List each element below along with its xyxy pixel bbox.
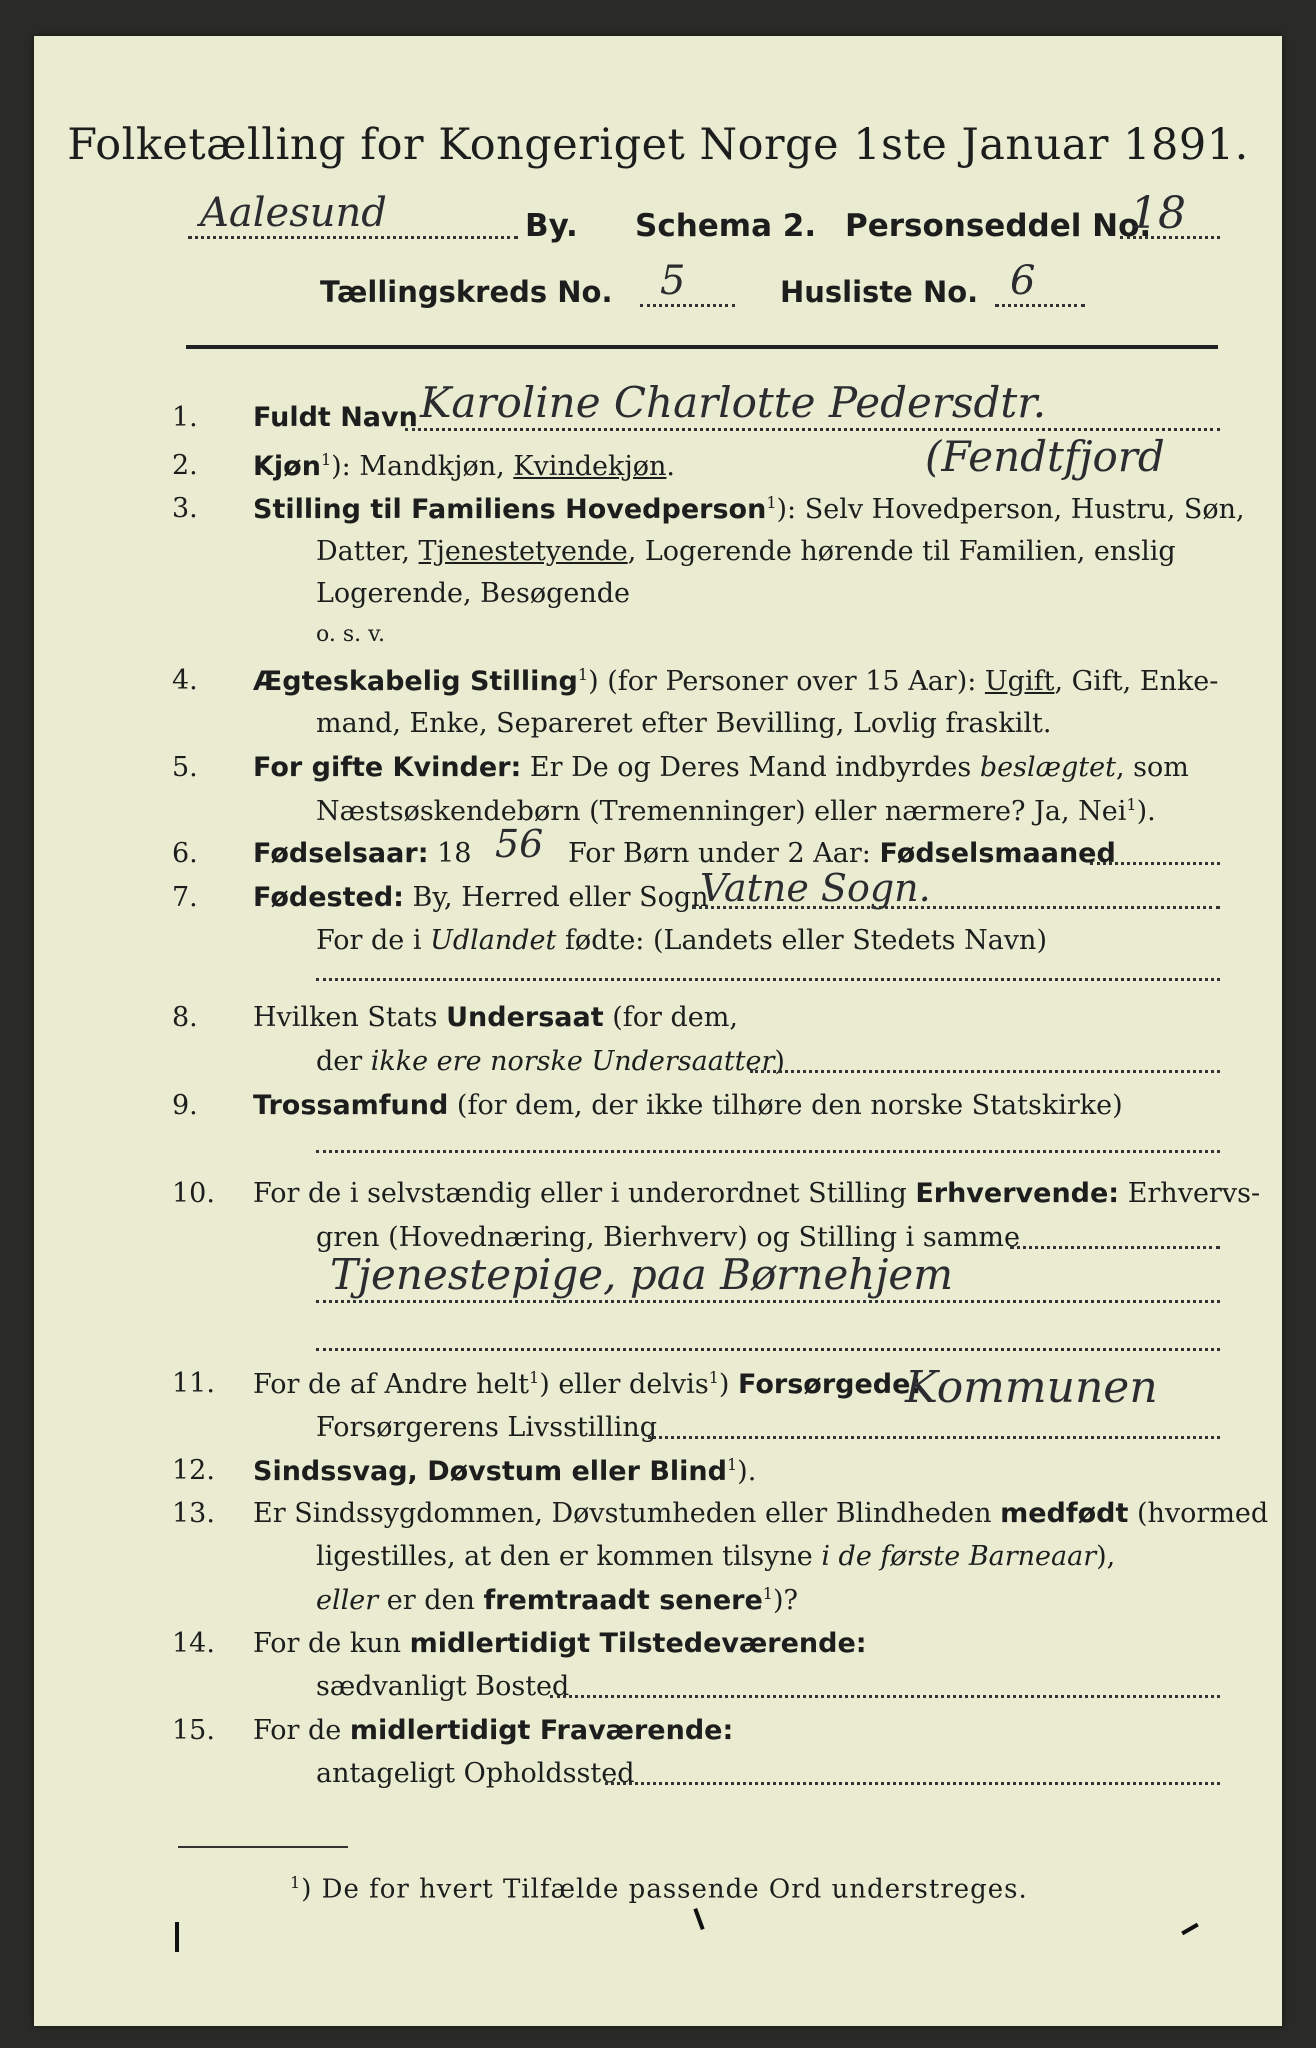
kreds-dotted-line bbox=[640, 304, 735, 307]
item-3-line2 bbox=[316, 536, 1176, 567]
personseddel-number: 18 bbox=[1130, 188, 1186, 239]
item-13-line3-italic: eller bbox=[316, 1585, 379, 1616]
item-15-line2: antageligt Opholdssted bbox=[316, 1758, 635, 1789]
item-7-number: 7. bbox=[172, 882, 198, 913]
item-13-line3-pre: er den bbox=[378, 1585, 484, 1616]
kreds-number: 5 bbox=[660, 258, 686, 304]
item-5-line2 bbox=[316, 795, 1156, 827]
personseddel-label: Personseddel No. bbox=[845, 208, 1152, 244]
item-2-number: 2. bbox=[172, 450, 198, 481]
item-5-label: For gifte Kvinder: bbox=[253, 752, 522, 783]
item-8-line2-post: ) bbox=[774, 1046, 785, 1077]
schema-label: Schema 2. bbox=[635, 208, 817, 244]
item-14-dotted-line bbox=[550, 1695, 1220, 1698]
item-11-line2: Forsørgerens Livsstilling bbox=[316, 1412, 658, 1443]
item-3-line2-pre: Datter, bbox=[316, 536, 419, 567]
item-6-year-value: 56 bbox=[495, 822, 544, 866]
item-10-occupation-value: Tjenestepige, paa Børnehjem bbox=[330, 1250, 954, 1299]
item-13-line2 bbox=[316, 1541, 1115, 1572]
item-3-number: 3. bbox=[172, 493, 198, 524]
item-7-line2-post: fødte: (Landets eller Stedets Navn) bbox=[556, 925, 1047, 956]
item-4-label: Ægteskabelig Stilling bbox=[253, 666, 578, 697]
item-8-text bbox=[253, 1002, 738, 1033]
item-9-text bbox=[253, 1090, 1123, 1121]
footnote bbox=[290, 1873, 1028, 1905]
item-10-dotted-line bbox=[1010, 1246, 1220, 1249]
item-15-number: 15. bbox=[172, 1715, 215, 1746]
item-1-number: 1. bbox=[172, 402, 198, 433]
item-11-mid2: ) bbox=[718, 1369, 738, 1400]
item-3-text bbox=[253, 493, 1245, 525]
item-8-post: (for dem, bbox=[603, 1002, 738, 1033]
item-11-sup2: 1 bbox=[708, 1368, 719, 1387]
city-handwritten: Aalesund bbox=[200, 190, 387, 236]
item-12-label: Sindssvag, Døvstum eller Blind bbox=[253, 1456, 727, 1487]
item-8-label: Undersaat bbox=[446, 1002, 604, 1033]
item-1-name-value-continued: (Fendtfjord bbox=[925, 432, 1165, 481]
item-6-dotted-line bbox=[1090, 862, 1220, 865]
item-10-text bbox=[253, 1178, 1260, 1209]
header-rule bbox=[186, 345, 1218, 349]
item-6-label: Fødselsaar: bbox=[253, 838, 429, 869]
item-1-name-value: Karoline Charlotte Pedersdtr. bbox=[420, 378, 1047, 427]
city-dotted-line bbox=[188, 236, 518, 239]
ink-mark-left bbox=[175, 1922, 179, 1952]
item-4-rest: ) (for Personer over 15 Aar): bbox=[588, 666, 985, 697]
item-3-line4: o. s. v. bbox=[316, 622, 385, 647]
husliste-number: 6 bbox=[1010, 258, 1036, 304]
item-5-text bbox=[253, 752, 1189, 783]
item-10-number: 10. bbox=[172, 1178, 215, 1209]
item-7-birthplace-value: Vatne Sogn. bbox=[700, 866, 931, 910]
item-11-sup: 1 bbox=[529, 1368, 540, 1387]
item-9-label: Trossamfund bbox=[253, 1090, 449, 1121]
item-15-text bbox=[253, 1715, 733, 1746]
item-10-dotted-line-2 bbox=[316, 1300, 1220, 1303]
item-15-dotted-line bbox=[605, 1782, 1220, 1785]
item-5-rest2: , som bbox=[1115, 752, 1189, 783]
item-11-number: 11. bbox=[172, 1368, 215, 1399]
item-12-end: ). bbox=[737, 1456, 757, 1487]
item-7-dotted-line-2 bbox=[316, 978, 1220, 981]
item-13-line2-post: ), bbox=[1096, 1541, 1116, 1572]
item-4-sup: 1 bbox=[577, 665, 589, 684]
item-14-line2: sædvanligt Bosted bbox=[316, 1671, 570, 1702]
item-11-dotted-line bbox=[648, 1436, 1220, 1439]
item-4-rest2: , Gift, Enke- bbox=[1054, 666, 1219, 697]
item-4-text bbox=[253, 665, 1218, 697]
item-12-sup: 1 bbox=[726, 1455, 738, 1474]
item-2-end: . bbox=[666, 451, 675, 482]
item-1-dotted-line bbox=[405, 428, 1220, 431]
item-12-text bbox=[253, 1455, 756, 1487]
footnote-rule bbox=[178, 1846, 348, 1848]
item-13-line3 bbox=[316, 1584, 798, 1616]
item-6-number: 6. bbox=[172, 838, 198, 869]
item-13-text bbox=[253, 1498, 1268, 1529]
husliste-dotted-line bbox=[995, 304, 1085, 307]
item-7-rest: By, Herred eller Sogn bbox=[403, 882, 709, 913]
item-3-line3: Logerende, Besøgende bbox=[316, 578, 630, 609]
item-4-selected: Ugift bbox=[984, 666, 1055, 697]
item-14-text bbox=[253, 1628, 867, 1659]
item-11-text bbox=[253, 1368, 921, 1400]
item-5-line2-end: ). bbox=[1136, 796, 1156, 827]
by-label: By. bbox=[525, 208, 578, 244]
item-10-pre: For de i selvstændig eller i underordnet Stilling bbox=[253, 1178, 916, 1209]
item-14-pre: For de kun bbox=[253, 1628, 410, 1659]
item-10-label: Erhvervende: bbox=[915, 1178, 1120, 1209]
item-5-sup: 1 bbox=[1126, 795, 1137, 814]
item-6-text bbox=[253, 838, 471, 869]
item-3-label: Stilling til Familiens Hovedperson bbox=[253, 494, 767, 525]
footnote-text: ) De for hvert Tilfælde passende Ord understreges. bbox=[301, 1874, 1028, 1905]
item-12-number: 12. bbox=[172, 1455, 215, 1486]
item-2-text bbox=[253, 450, 675, 482]
item-7-line2-pre: For de i bbox=[316, 925, 431, 956]
item-3-selected: Tjenestetyende bbox=[418, 536, 628, 567]
item-8-line2-pre: der bbox=[316, 1046, 371, 1077]
item-4-line2: mand, Enke, Separeret efter Bevilling, Lovlig fraskilt. bbox=[316, 708, 1052, 739]
footnote-sup: 1 bbox=[290, 1873, 302, 1892]
item-13-line3-end: )? bbox=[772, 1585, 798, 1616]
item-13-sup: 1 bbox=[762, 1584, 773, 1603]
item-10-line2: gren (Hovednæring, Bierhverv) og Stilling i samme bbox=[316, 1222, 1021, 1253]
item-9-dotted-line bbox=[316, 1150, 1220, 1153]
item-4-number: 4. bbox=[172, 665, 198, 696]
item-11-label: Forsørgede: bbox=[738, 1369, 922, 1400]
item-13-post: (hvormed bbox=[1128, 1498, 1269, 1529]
item-13-label: medfødt bbox=[1000, 1498, 1129, 1529]
husliste-label: Husliste No. bbox=[780, 275, 979, 309]
item-11-provider-value: Kommunen bbox=[905, 1362, 1158, 1413]
item-8-pre: Hvilken Stats bbox=[253, 1002, 447, 1033]
item-3-options: ): Selv Hovedperson, Hustru, Søn, bbox=[776, 494, 1245, 525]
item-6-label2: Fødselsmaaned bbox=[879, 838, 1116, 869]
item-5-number: 5. bbox=[172, 752, 198, 783]
item-15-label: midlertidigt Fraværende: bbox=[349, 1715, 734, 1746]
item-14-number: 14. bbox=[172, 1628, 215, 1659]
form-title: Folketælling for Kongeriget Norge 1ste Januar 1891. bbox=[67, 120, 1249, 170]
item-14-label: midlertidigt Tilstedeværende: bbox=[409, 1628, 867, 1659]
item-7-line2 bbox=[316, 925, 1047, 956]
item-5-rest: Er De og Deres Mand indbyrdes bbox=[521, 752, 980, 783]
item-13-pre: Er Sindssygdommen, Døvstumheden eller Blindheden bbox=[253, 1498, 1001, 1529]
item-2-selected: Kvindekjøn bbox=[513, 451, 667, 482]
item-2-options: ): Mandkjøn, bbox=[331, 451, 514, 482]
item-5-italic: beslægtet bbox=[979, 752, 1116, 783]
item-6-prefix: 18 bbox=[428, 838, 472, 869]
item-7-line2-italic: Udlandet bbox=[430, 925, 557, 956]
personseddel-dotted-line bbox=[1120, 236, 1220, 239]
item-5-line2-text: Næstsøskendebørn (Tremenninger) eller nærmere? Ja, Nei bbox=[316, 796, 1127, 827]
item-1-label: Fuldt Navn bbox=[253, 402, 418, 433]
item-3-line2-post: , Logerende hørende til Familien, enslig bbox=[627, 536, 1176, 567]
item-2-label: Kjøn bbox=[253, 451, 321, 482]
item-15-pre: For de bbox=[253, 1715, 350, 1746]
item-3-sup: 1 bbox=[766, 493, 777, 512]
item-7-dotted-line bbox=[692, 906, 1220, 909]
item-11-mid: ) eller delvis bbox=[539, 1369, 709, 1400]
item-8-dotted-line bbox=[750, 1070, 1220, 1073]
item-11-pre: For de af Andre helt bbox=[253, 1369, 530, 1400]
item-8-line2-italic: ikke ere norske Undersaatter bbox=[370, 1046, 775, 1077]
item-7-text bbox=[253, 882, 709, 913]
item-10-rest: Erhvervs- bbox=[1119, 1178, 1261, 1209]
item-10-dotted-line-3 bbox=[316, 1348, 1220, 1351]
item-7-label: Fødested: bbox=[253, 882, 404, 913]
item-13-label2: fremtraadt senere bbox=[483, 1585, 763, 1616]
kreds-label: Tællingskreds No. bbox=[320, 275, 613, 309]
item-9-number: 9. bbox=[172, 1090, 198, 1121]
item-2-sup: 1 bbox=[320, 450, 332, 469]
item-8-line2 bbox=[316, 1046, 785, 1077]
item-9-rest: (for dem, der ikke tilhøre den norske Statskirke) bbox=[448, 1090, 1123, 1121]
item-13-number: 13. bbox=[172, 1498, 215, 1529]
item-13-line2-pre: ligestilles, at den er kommen tilsyne bbox=[316, 1541, 822, 1572]
item-6-rest bbox=[568, 838, 1116, 869]
item-13-line2-italic: i de første Barneaar bbox=[821, 1541, 1097, 1572]
item-8-number: 8. bbox=[172, 1002, 198, 1033]
item-6-rest-text: For Børn under 2 Aar: bbox=[568, 838, 880, 869]
